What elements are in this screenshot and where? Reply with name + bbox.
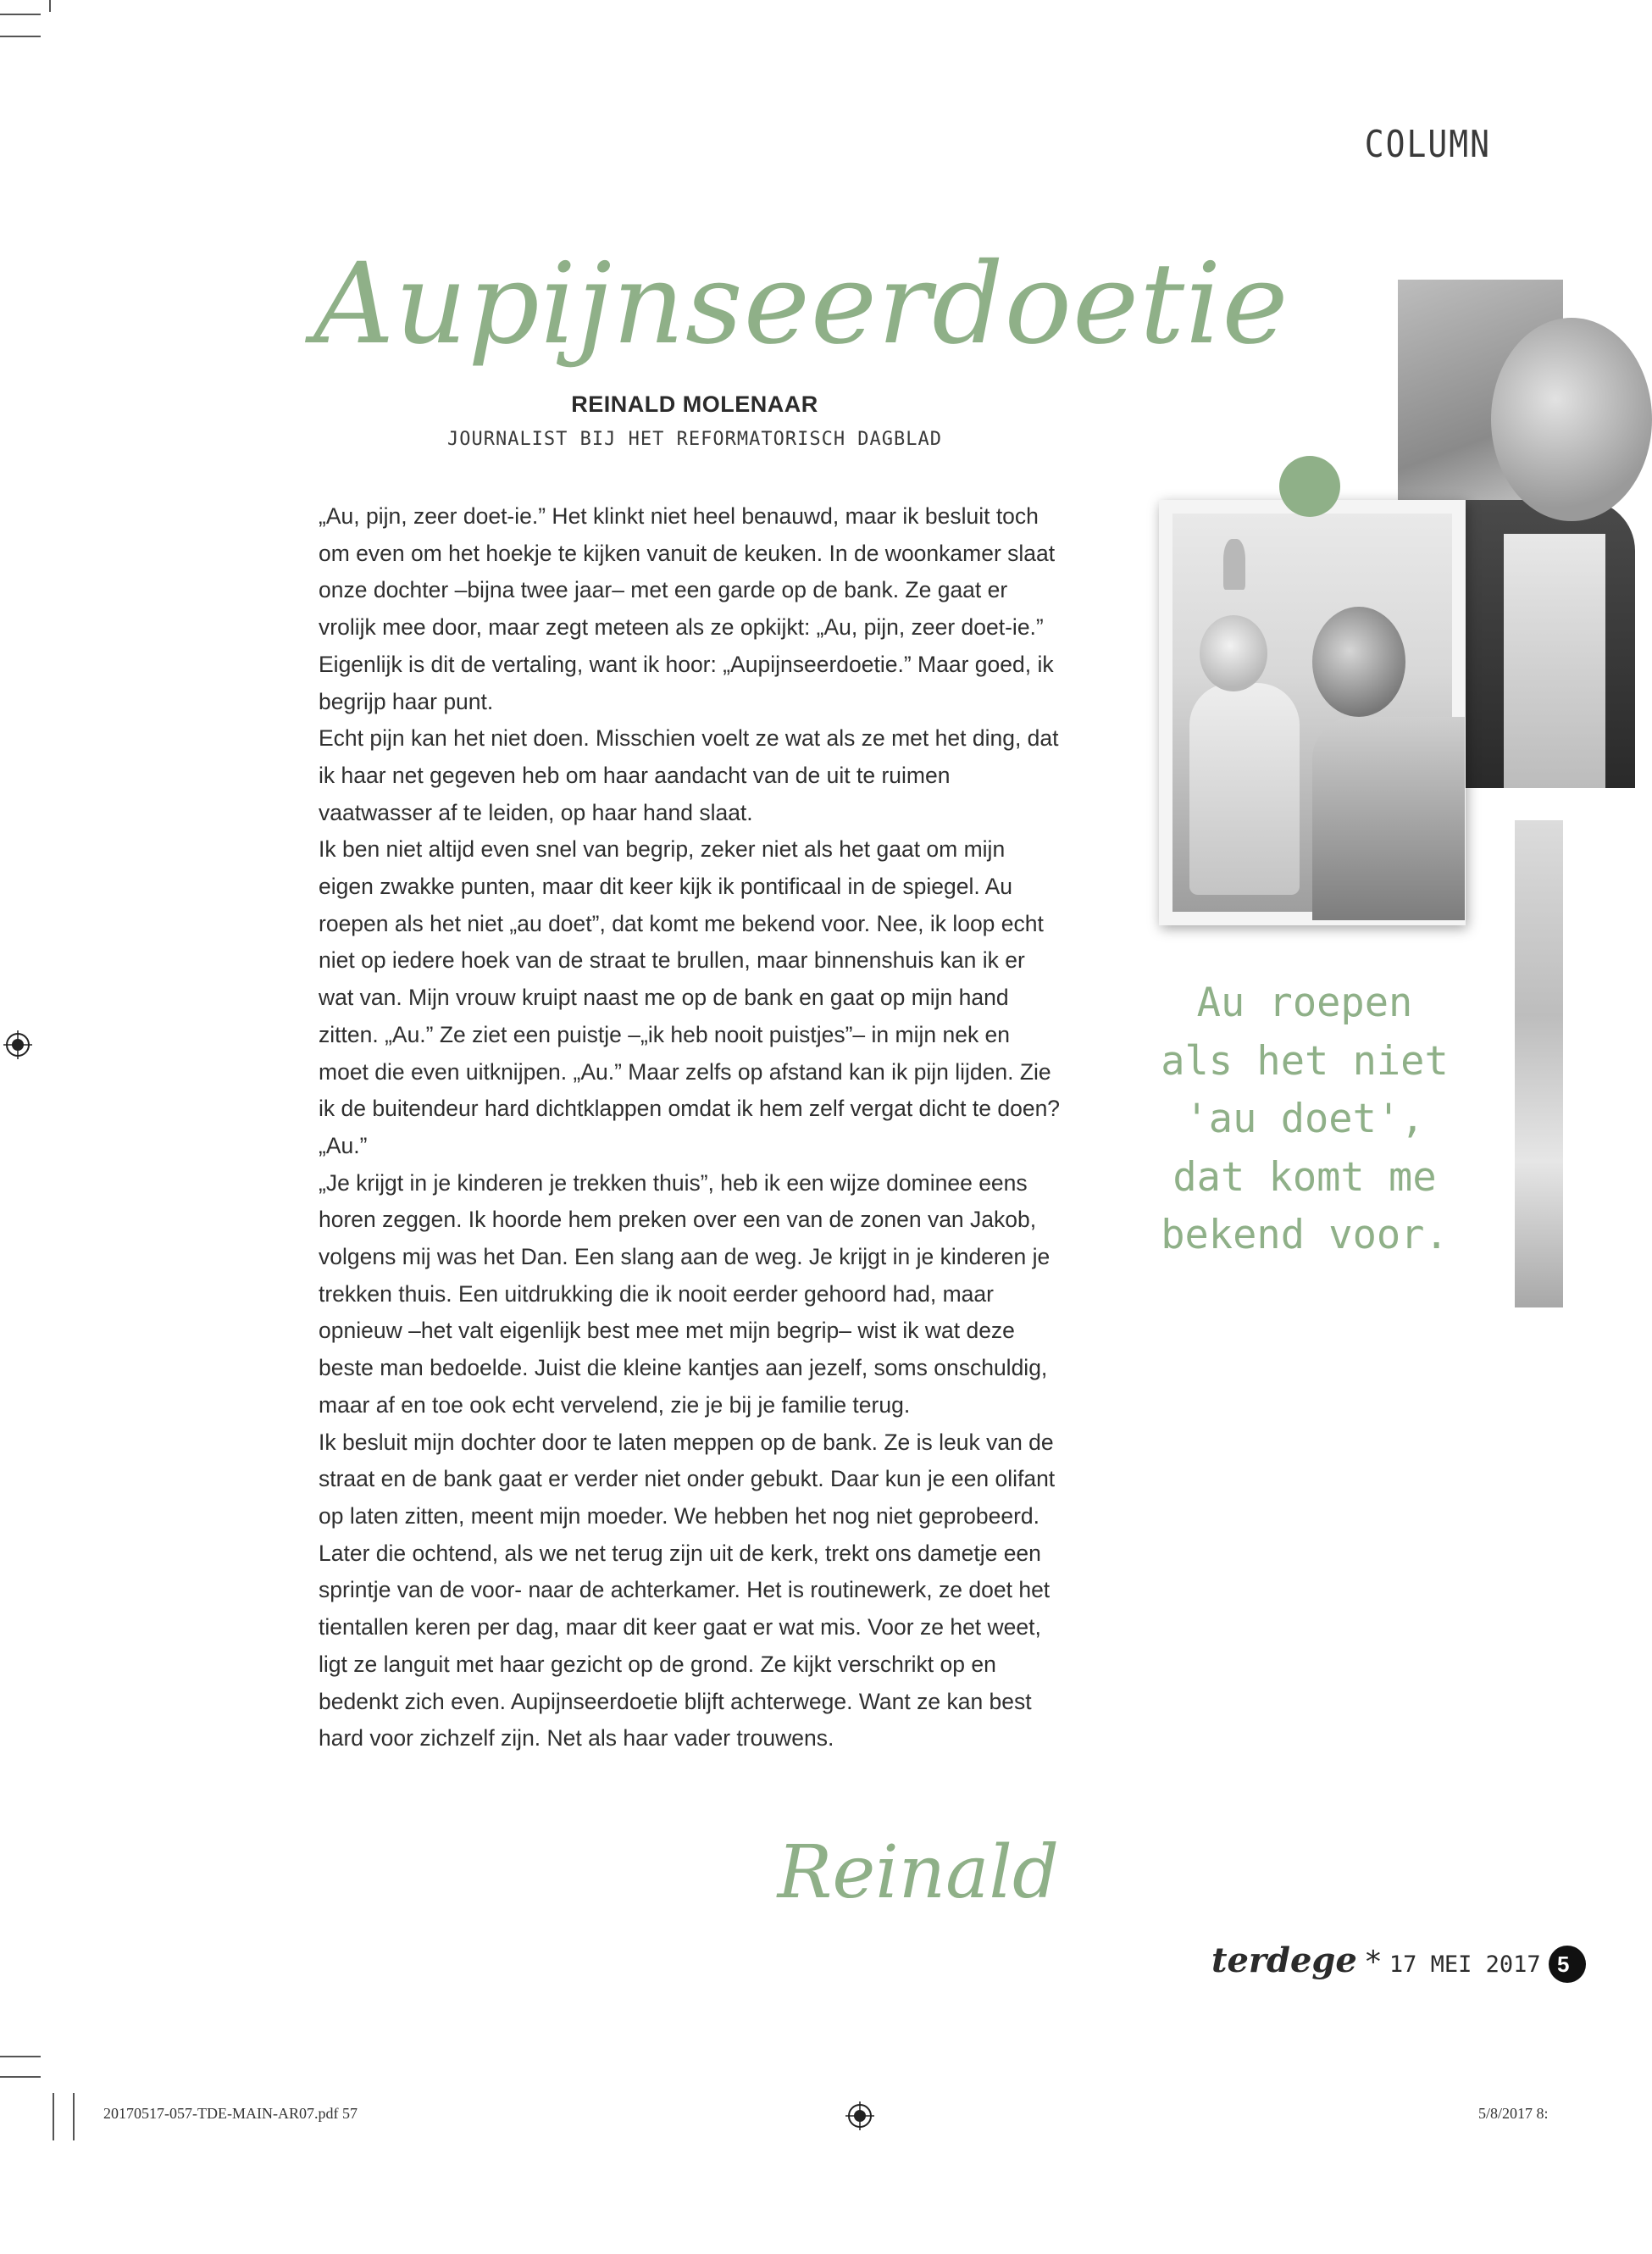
print-slug-timestamp: 5/8/2017 8: — [1478, 2105, 1549, 2122]
child-photo — [1515, 820, 1563, 1307]
magazine-footer — [1211, 1940, 1541, 1980]
registration-mark-icon — [3, 1030, 32, 1059]
crop-mark — [0, 2056, 41, 2057]
page-number: 5 — [1549, 1946, 1586, 1983]
issue-date: 17 MEI 2017 — [1389, 1951, 1541, 1978]
paragraph: „Au, pijn, zeer doet-ie.” Het klinkt niet heel benauwd, maar ik besluit toch om even om het hoekje te kijken vanuit de keuken. In de woonkamer slaat onze dochter –bijna twee jaar– met een garde op de bank. Ze gaat er vrolijk mee door, maar zegt meteen als ze opkijkt: „Au, pijn, zeer doet-ie.” Eigenlijk is dit de vertaling, want ik hoor: „Aupijnseerdoetie.” Maar goed, ik begrijp haar punt. — [319, 503, 1056, 714]
separator: * — [1365, 1945, 1381, 1979]
magazine-brand: terdege — [1211, 1940, 1357, 1980]
paragraph: Later die ochtend, als we net terug zijn uit de kerk, trekt ons dametje een sprintje van de voor- naar de achterkamer. Het is routinewerk, ze doet het tientallen keren per dag, maar dit keer gaat er wat mis. Voor ze het weet, ligt ze languit met haar gezicht op de grond. Ze kijkt verschrikt op en bedenkt zich even. Aupijnseerdoetie blijft achterwege. Want ze kan best hard voor zichzelf zijn. Net als haar vader trouwens. — [319, 1540, 1051, 1752]
print-slug-filename: 20170517-057-TDE-MAIN-AR07.pdf 57 — [103, 2105, 358, 2122]
section-label: COLUMN — [1364, 122, 1491, 166]
decorative-dot — [1279, 456, 1340, 517]
pull-quote: Au roepen als het niet 'au doet', dat komt me bekend voor. — [1161, 980, 1449, 1258]
crop-mark — [0, 14, 41, 15]
paragraph: Echt pijn kan het niet doen. Misschien voelt ze wat als ze met het ding, dat ik haar net gegeven heb om haar aandacht van de uit te ruimen vaatwasser af te leiden, op haar hand slaat. — [319, 725, 1059, 825]
paragraph: Ik ben niet altijd even snel van begrip, zeker niet als het gaat om mijn eigen zwakke punten, maar dit keer kijk ik pontificaal in de spiegel. Au roepen als het niet „au doet”, dat komt me bekend voor. Nee, ik loop echt niet op iedere hoek van de straat te brullen, maar binnenshuis kan ik er wat van. Mijn vrouw kruipt naast me op de bank en gaat op mijn hand zitten. „Au.” Ze ziet een puistje –„ik heb nooit puistjes”– in mijn nek en moet die even uitknijpen. „Au.” Maar zelfs op afstand kan ik pijn lijden. Zie ik de buitendeur hard dichtklappen omdat ik hem zelf vergat dicht te doen? „Au.” — [319, 836, 1061, 1158]
paragraph: „Je krijgt in je kinderen je trekken thuis”, heb ik een wijze dominee eens horen zeggen. Ik hoorde hem preken over een van de zonen van Jakob, volgens mij was het Dan. Een slang aan de weg. Je krijgt in je kinderen je trekken thuis. Een uitdrukking die ik nooit eerder gehoord had, maar opnieuw –het valt eigenlijk best mee met mijn begrip– wist ik wat deze beste man bedoelde. Juist die kleine kantjes aan jezelf, soms onschuldig, maar af en toe ook echt vervelend, zie je bij je familie terug. — [319, 1169, 1051, 1418]
signature: Reinald — [777, 1830, 1059, 1915]
father-daughter-photo — [1159, 500, 1466, 925]
crop-mark — [53, 2093, 54, 2140]
crop-mark — [0, 2076, 41, 2078]
paragraph: Ik besluit mijn dochter door te laten meppen op de bank. Ze is leuk van de straat en de bank gaat er verder niet onder gebukt. Daar kun je een olifant op laten zitten, meent mijn moeder. We hebben het nog niet geprobeerd. — [319, 1429, 1056, 1529]
registration-mark-icon — [845, 2101, 874, 2130]
author-role: JOURNALIST BIJ HET REFORMATORISCH DAGBLAD — [446, 429, 943, 450]
crop-mark — [49, 0, 51, 12]
crop-mark — [73, 2093, 75, 2140]
article-title: Aupijnseerdoetie — [313, 239, 1289, 369]
article-body — [319, 498, 1066, 1757]
author-name: REINALD MOLENAAR — [571, 391, 818, 417]
crop-mark — [0, 36, 41, 37]
